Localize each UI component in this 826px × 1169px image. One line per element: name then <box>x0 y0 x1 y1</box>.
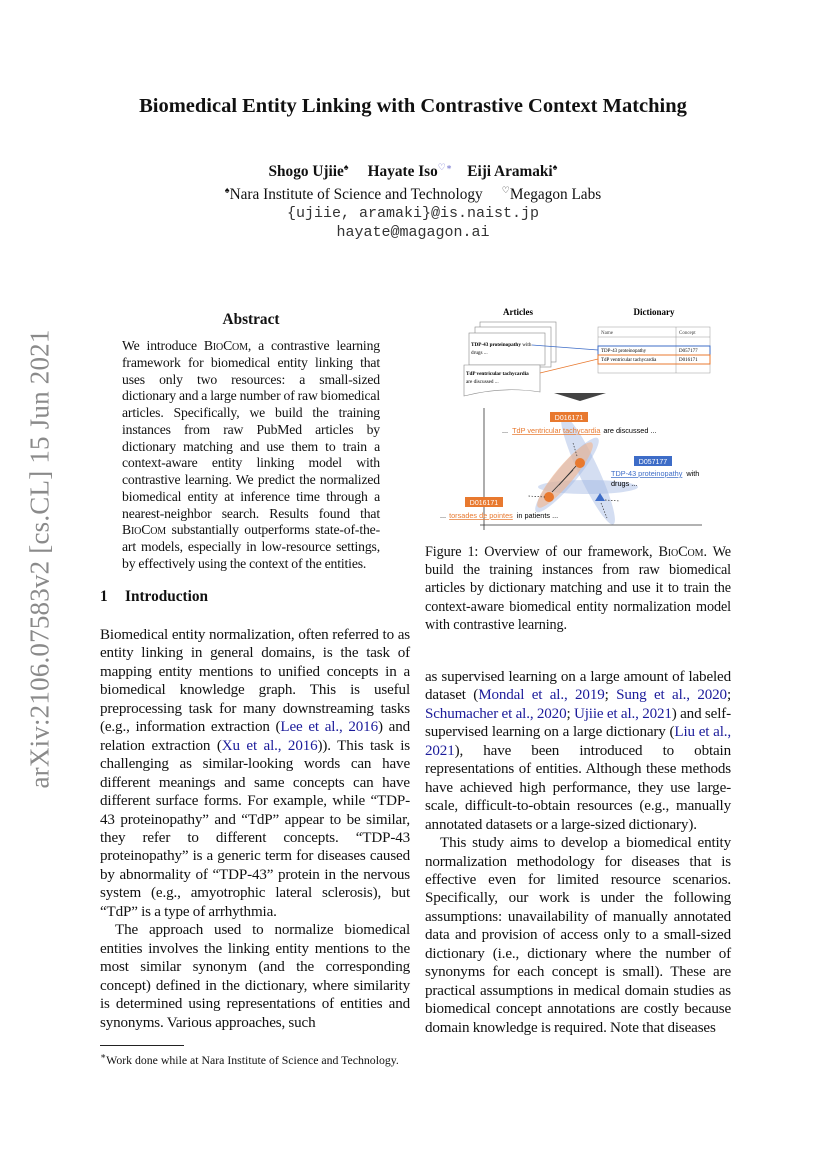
text-run: This study aims to develop a biomedical entity normalization methodology for diseases that is effective even for limited resource scenarios. Specifically, our work is under the following assumptions: unavailability of manually annotated data and provision of access only to a small-sized dictionary (i.e., dictionary where the number of synonyms for each concept is small). These are practical assumptions in medical domain studies as biomedical concept annotations are costly because domain knowledge is required. Note that diseases <box>425 835 731 1036</box>
footnote-mark: ∗ <box>100 1051 107 1061</box>
figure-1 <box>440 300 740 540</box>
caption-text: . We build the training instances from raw biomedical articles by dictionary matching and use it to train the context-aware biomedical entity normalization model with contrastive learning. <box>425 544 731 633</box>
article2-text: TdP ventricular tachycardia <box>466 371 529 377</box>
footnote-rule <box>100 1045 184 1046</box>
citation-link[interactable]: Schumacher et al., 2020 <box>425 705 567 722</box>
abstract-body <box>122 338 380 573</box>
caption-system-name: BioCom <box>658 544 704 560</box>
author-name: Shogo Ujiie <box>268 163 344 181</box>
text-run: , a contrastive learning framework for biomedical entity linking that uses only two resources: a small-sized dictionary and a large number of raw biomedical articles. Specifically, we build the training instances from raw PubMed articles by dictionary matching and use them to train a context-aware entity linking model with contrastive learning. We predict the normalized biomedical entity at inference time through a nearest-neighbor search. Results found that <box>122 338 380 521</box>
top-id: D016171 <box>554 415 584 422</box>
top-context: ... TdP ventricular tachycardia are discussed ... <box>502 426 657 435</box>
footnote-text: Work done while at Nara Institute of Science and Technology. <box>106 1052 399 1067</box>
text-run: ), have been introduced to obtain representations of entities. Although these methods have achieved high performance, they use large-scale, difficult-to-obtain resources (e.g., manually annotated datasets or a large-sized dictionary). <box>425 742 731 833</box>
citation-link[interactable]: Liu et al., 2021 <box>425 724 731 759</box>
article1-text-2: drugs ... <box>471 350 488 356</box>
author-mark: ♠ <box>552 162 558 172</box>
dict-header: Concept <box>679 331 696 336</box>
text-run: )). This task is challenging as similar-looking words can have different meanings and same concepts can have different surface forms. For example, while “TDP-43 proteinopathy” and “TdP” appear to be similar, they refer to different concepts. “TDP-43 proteinopathy” is a generic term for diseases caused by abnormality of “TDP-43” protein in the nervous system (e.g., amyotrophic lateral sclerosis), but “TdP” is a type of arrhythmia. <box>100 737 410 920</box>
author-name: Hayate Iso <box>367 163 438 181</box>
citation-link[interactable]: Lee et al., 2016 <box>280 719 378 736</box>
right-id: D057177 <box>638 459 668 466</box>
arxiv-stamp: arXiv:2106.07583v2 [cs.CL] 15 Jun 2021 <box>24 329 55 789</box>
paper-title: Biomedical Entity Linking with Contrastive Context Matching <box>139 95 687 117</box>
footnote <box>100 1049 410 1068</box>
text-run: as supervised learning on a large amount of labeled dataset ( <box>425 669 731 704</box>
paragraph <box>425 668 731 834</box>
paragraph <box>425 834 731 1037</box>
author-mark: ♠ <box>343 162 349 172</box>
text-run: Biomedical entity normalization, often referred to as entity linking in general domains, is the task of mapping entity mentions to unified concepts in a biomedical knowledge graph. This is useful preprocessing task for many downstreaming tasks (e.g., information extraction ( <box>100 627 410 736</box>
left-context: ... torsades de pointes in patients ... <box>440 511 559 520</box>
author-name: Eiji Aramaki <box>467 163 553 181</box>
article1-text: TDP-43 proteinopathy with <box>471 342 532 348</box>
point-orange <box>575 458 585 468</box>
author-mark: ♡∗ <box>437 162 452 172</box>
right-context-2: drugs ... <box>611 479 638 488</box>
text-run: We introduce <box>122 338 204 353</box>
dict-cell: D016171 <box>679 358 698 363</box>
affiliation: Megagon Labs <box>509 186 602 204</box>
right-context: TDP-43 proteinopathy with <box>611 469 700 478</box>
figure-caption <box>425 543 731 634</box>
system-name: BioCom <box>122 522 167 538</box>
section-number: 1 <box>100 588 108 605</box>
left-column <box>100 626 410 1032</box>
paragraph <box>100 921 410 1032</box>
affiliation: Nara Institute of Science and Technology <box>229 186 483 204</box>
email: {ujiie, aramaki}@is.naist.jp <box>286 205 540 223</box>
dict-cell: D057177 <box>679 349 698 354</box>
text-run: substantially outperforms state-of-the-art models, especially in low-resource settings, by effectively using the context of the entities. <box>122 522 380 571</box>
down-arrow-icon <box>554 393 606 401</box>
right-column <box>425 668 731 1037</box>
email: hayate@magagon.ai <box>336 224 490 242</box>
abstract-heading: Abstract <box>222 311 280 328</box>
dict-cell: TdP ventricular tachycardia <box>601 358 657 363</box>
system-name: BioCom <box>203 338 248 353</box>
citation-link[interactable]: Mondal et al., 2019 <box>478 687 605 704</box>
text-run: ) and relation extraction ( <box>100 719 410 754</box>
text-run: ; <box>566 705 574 722</box>
author-block <box>0 158 826 242</box>
citation-link[interactable]: Sung et al., 2020 <box>616 687 727 704</box>
author-names <box>0 158 826 181</box>
citation-link[interactable]: Ujiie et al., 2021 <box>573 705 672 722</box>
affiliation-mark: ♡ <box>501 185 510 196</box>
caption-text: Figure 1: Overview of our framework, <box>425 544 659 560</box>
left-id: D016171 <box>469 500 499 507</box>
dict-cell: TDP-43 proteinopathy <box>601 349 647 354</box>
text-run: The approach used to normalize biomedical entities involves the linking entity mentions to the most similar synonym (and the corresponding concept) defined in the dictionary, where similarity is determined using representations of entities and synonyms. Various approaches, such <box>100 922 410 1031</box>
articles-label: Articles <box>503 307 533 317</box>
dict-header: Name <box>601 331 613 336</box>
text-run: ) and self-supervised learning on a large dictionary ( <box>425 705 731 741</box>
section-title: Introduction <box>125 588 209 605</box>
article2-text-2: are discussed ... <box>466 379 499 385</box>
affiliation-mark: ♠ <box>224 185 230 196</box>
section-heading <box>100 588 208 606</box>
citation-link[interactable]: Xu et al., 2016 <box>221 737 318 754</box>
dictionary-label: Dictionary <box>633 307 675 317</box>
text-run: ; <box>604 687 617 704</box>
affiliations <box>0 181 826 204</box>
point-orange <box>544 492 554 502</box>
text-run: ; <box>726 687 731 704</box>
paragraph <box>100 626 410 921</box>
